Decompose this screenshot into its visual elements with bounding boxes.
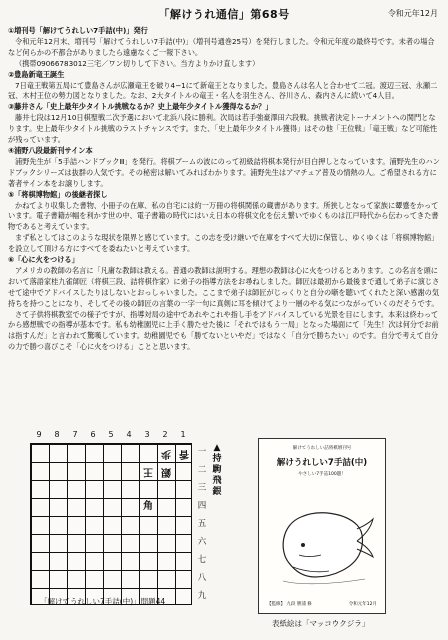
rank-label: 六 — [197, 537, 207, 547]
file-label: 3 — [144, 430, 150, 439]
section-paragraph: 浦野先生が「5手詰ハンドブックⅢ」を発行。将棋ブームの波にのって初級詰将棋本発行が目白押しとなっています。浦野先生のハンドブックシリーズは抜群の人気です。その秘密は解いてみればわかります。浦野先生はアマチュア普及の情熱の人。ご希望される方に著者サイン本をお譲りします。 — [8, 156, 440, 188]
section-paragraph: （携帯09066783012三宅／ワン切りして下さい。当方よりかけ直します） — [15, 58, 260, 68]
newsletter-title: 「解けうれ通信」第68号 — [158, 8, 290, 21]
shogi-piece: 角 — [143, 501, 153, 512]
section-paragraph: 令和元年12月末、増刊号「解けてうれしい7手詰(中)」（増刊号通巻25号）を発行しました。令和元年度の最終号です。未者の場合など何らかの不都合がありましたら遠慮なくご一報下さい。 — [8, 36, 435, 57]
section-heading: ①増刊号「解けてうれしい7手詰(中)」発行 — [8, 26, 148, 35]
file-label: 7 — [72, 430, 78, 439]
pieces-in-hand — [210, 443, 224, 498]
hand-char: 飛 — [212, 476, 222, 486]
file-label: 6 — [90, 430, 96, 439]
hand-char: 駒 — [212, 465, 222, 475]
rank-label: 九 — [197, 591, 207, 601]
file-label: 4 — [126, 430, 132, 439]
shogi-piece: 香 — [179, 448, 189, 459]
rank-label: 四 — [197, 501, 207, 511]
cover-footer — [267, 601, 377, 607]
file-label: 2 — [162, 430, 168, 439]
hand-char: 持 — [212, 454, 222, 464]
section-heading: ③藤井さん「史上最年少タイトル挑戦なるか？史上最年少タイトル獲得なるか？」 — [8, 102, 273, 112]
file-label: 9 — [36, 430, 42, 439]
section-paragraph: 7日竜王戦第五局にて豊島さんが広瀬竜王を破り4−1にて新竜王となりました。豊島さんは名人と合わせて二冠。渡辺三冠、永瀬二冠、木村王位の勢力図となりました。なお、2大タイトルの竜王・名人を羽生さん、谷川さん、森内さんに続いて4人目。 — [8, 80, 438, 101]
section-4 — [8, 146, 440, 190]
section-paragraph: 藤井七段は12月10日棋聖戦二次予選において北浜八段に勝利。次局は若手強豪澤田六段戦。挑戦者決定トーナメントへの関門となります。史上最年少タイトル挑戦のラストチャンスです。また、「史上最年少タイトル獲得」はその他「王位戦」「竜王戦」など可能性が残っています。 — [8, 113, 438, 145]
rank-label: 二 — [197, 465, 207, 475]
section-paragraph: かねてより収集した書物、小冊子の在庫、私の自宅には約一万冊の将棋関係の蔵書があります。所狭しとなって家族に顰蹙をかっています。電子書籍が幅を利かす世の中、電子書籍の時代にはいえ日本の将棋文化を伝え繋いでゆくものは江戸時代から伝わってきた書物であると考えています。 — [8, 200, 439, 232]
section-paragraph: まず私としてはこのような現状を限界と感じています。この志を受け継いで在庫をすべて大切に保管し、ゆくゆくは「将棋博物館」を設立して頂ける方にすべてを委ねたいと考えています。 — [8, 233, 439, 254]
board-caption: 「解けてうれしい7手詰(中)」問題44 — [40, 597, 166, 606]
section-1 — [8, 26, 440, 70]
section-3 — [8, 102, 440, 146]
cover-supervisor: 【監修】 九段 勝浦 修 — [267, 602, 312, 607]
issue-date: 令和元年12月 — [387, 9, 438, 18]
section-6 — [8, 255, 440, 353]
section-5 — [8, 190, 440, 255]
section-heading: ④浦野八段最新刊サイン本 — [8, 145, 93, 155]
booklet-cover — [258, 438, 386, 614]
file-label: 5 — [108, 430, 114, 439]
cover-title: 解けうれしい7手詰(中) — [276, 458, 368, 468]
section-heading: ⑥「心に火をつける」 — [8, 255, 79, 265]
cover-date: 令和元年12月 — [348, 602, 377, 607]
hand-char: 銀 — [212, 487, 222, 497]
file-labels — [30, 430, 200, 441]
cover-subtitle: やさしい7手詰100題！ — [298, 472, 346, 477]
rank-label: 三 — [197, 483, 207, 493]
shogi-piece: 歩 — [161, 448, 171, 459]
section-paragraph: さて子供将棋教室での様子ですが、指導対局の途中であれやこれや指し手をアドバイスしている光景を目にします。本来は終わってから感想戦での指導が基本です。私も幼稚園児に上手く勝たせた後に「それではもう一局」となった場面にて「先生！次は何分でお前は指すんだ」と言われて驚嘆しています。幼稚園児でも「勝てないといやだ」ではなく「自分で勝ちたい」のです。自分で考えて自分の力で勝つ喜びこそ「心に火をつける」ことと思います。 — [8, 309, 439, 352]
sperm-whale-illustration — [269, 491, 377, 591]
section-2 — [8, 70, 440, 103]
rank-label: 五 — [197, 519, 207, 529]
file-label: 8 — [54, 430, 60, 439]
shogi-piece: 王 — [143, 466, 153, 477]
article-body — [8, 26, 440, 353]
section-heading: ②豊島新竜王誕生 — [8, 69, 65, 79]
file-label: 1 — [180, 430, 186, 439]
rank-label: 八 — [197, 573, 207, 583]
shogi-board — [30, 443, 192, 605]
rank-label: 一 — [197, 447, 207, 457]
rank-label: 七 — [197, 555, 207, 565]
shogi-piece: 銀 — [161, 466, 171, 477]
section-paragraph: アメリカの教師の名言に「凡庸な教師は教える。普通の教師は説明する。理想の教師は心に火をつけるとあります。この名言を頭において落語家桂九雀師匠（将棋三段、詰将棋作家）に弟子の指導方法をお尋ねしました。師匠は最初から最後まで通して弟子に演じさせて途中でアドバイスしたりはしないとおっしゃいました。ここまで弟子は師匠がじっくりと自分の噺を聴いてくれたと深い感謝の気持ちを持つことになり、そしてその後の師匠の言葉の一字一句に真剣に耳を傾けてより一層のやる気につながっていくのだそうです。 — [8, 265, 440, 308]
cover-caption: 表紙絵は「マッコウクジラ」 — [272, 619, 370, 628]
section-heading: ⑤「将棋博物館」の後継者探し — [8, 189, 108, 199]
hand-char: ▲ — [213, 443, 221, 453]
cover-top-text: 解けてうれしい詰将棋増刊号 — [292, 446, 352, 451]
